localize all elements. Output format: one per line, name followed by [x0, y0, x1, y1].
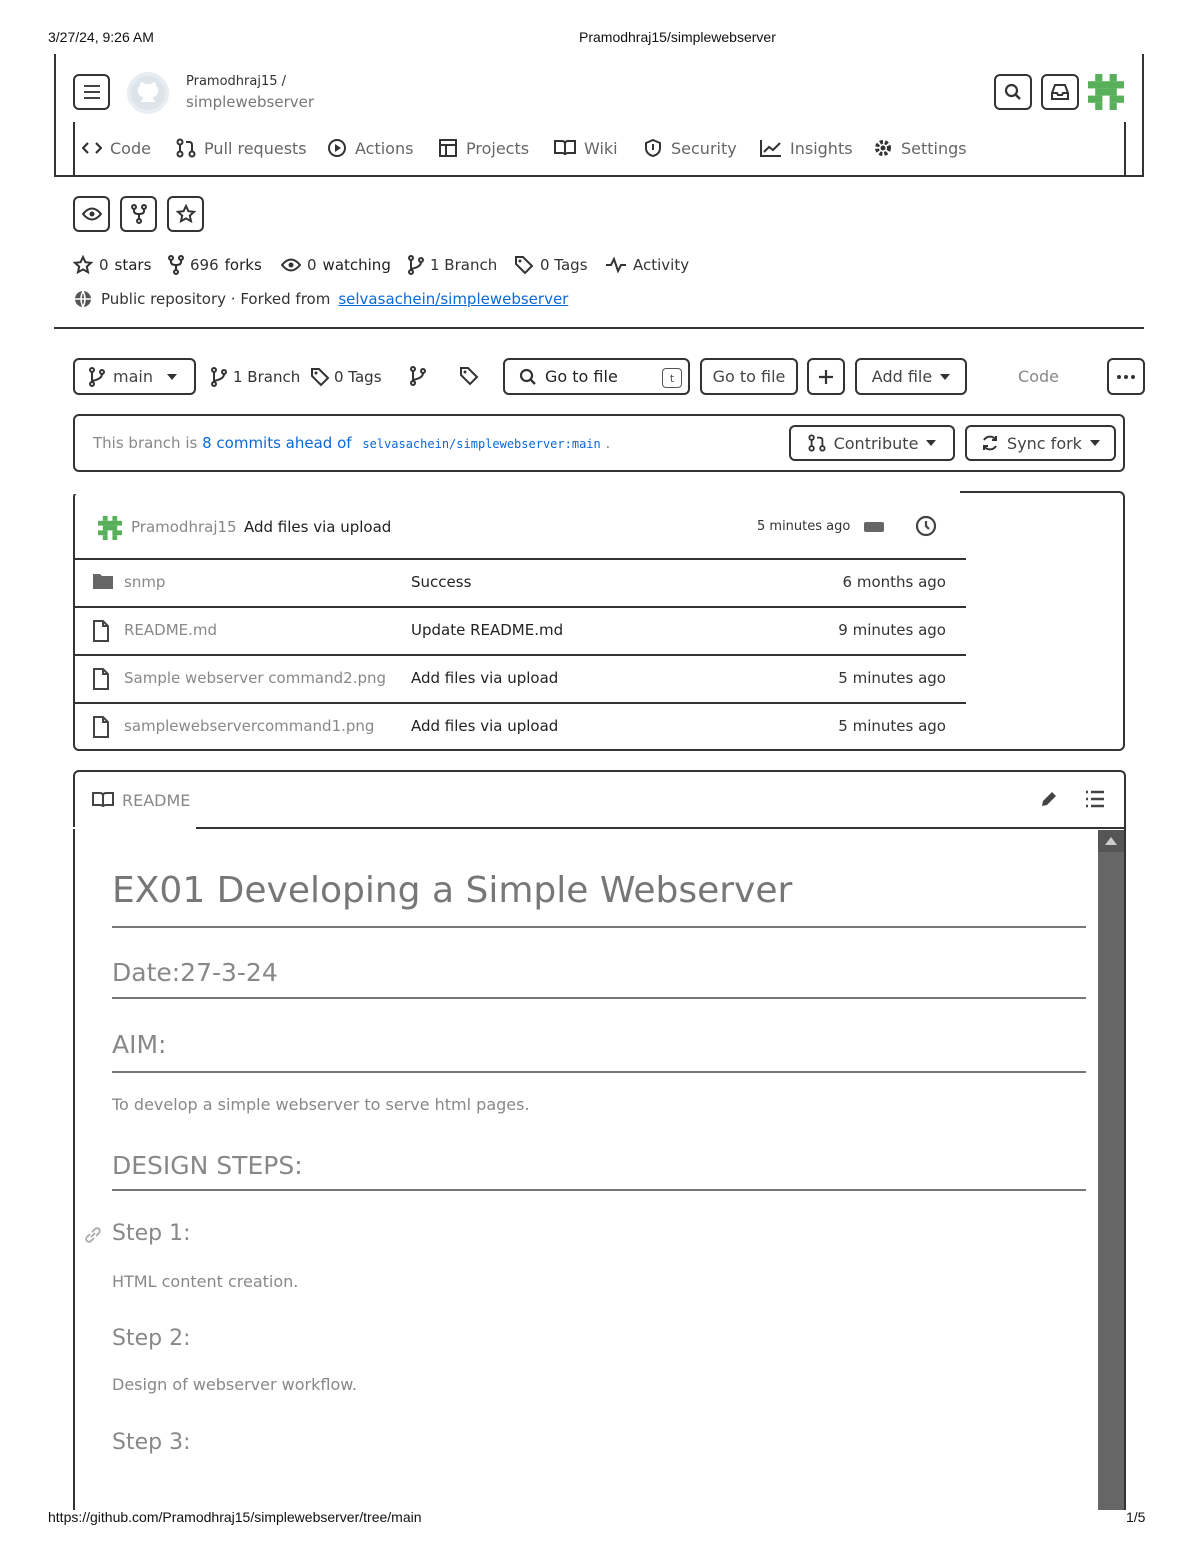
tab-actions[interactable]: [327, 136, 413, 160]
readme-step1: Step 1:: [112, 1221, 191, 1246]
graph-icon: [760, 139, 782, 157]
branch-icon[interactable]: [410, 366, 426, 386]
tab-settings-label: Settings: [901, 138, 967, 158]
tab-wiki-label: Wiki: [584, 138, 618, 158]
tab-code-label: Code: [110, 138, 151, 158]
tab-projects-label: Projects: [466, 138, 530, 158]
readme-h1: EX01 Developing a Simple Webserver: [112, 870, 1086, 928]
shortcut-key-badge: t: [662, 368, 682, 388]
latest-commit-row: [74, 504, 966, 560]
folder-icon: [92, 572, 114, 594]
file-age: 5 minutes ago: [838, 717, 946, 735]
pull-request-icon: [176, 138, 196, 158]
search-icon: [519, 368, 537, 386]
forks-count: 696: [190, 256, 219, 274]
file-browser-top-mask: [60, 486, 960, 494]
file-commit-message[interactable]: Add files via upload: [411, 717, 559, 735]
caret-down-icon: [926, 440, 936, 446]
list-unordered-icon[interactable]: [1085, 790, 1105, 808]
inbox-button[interactable]: [1041, 74, 1079, 110]
tab-actions-label: Actions: [355, 138, 414, 158]
branch-select-label: main: [113, 367, 153, 386]
file-icon: [92, 716, 110, 742]
branch-status-suffix: .: [605, 434, 611, 452]
nav-right-border: [1124, 122, 1126, 176]
tab-pull-requests-label: Pull requests: [204, 138, 307, 158]
repo-name[interactable]: simplewebserver: [186, 93, 315, 111]
file-name[interactable]: snmp: [124, 573, 166, 591]
readme-aim-heading: AIM:: [112, 1030, 1086, 1073]
readme-date: Date:27-3-24: [112, 958, 1086, 999]
contribute-button[interactable]: [789, 425, 955, 461]
file-name[interactable]: README.md: [124, 621, 218, 639]
pull-request-icon: [808, 434, 826, 452]
visibility-text: Public repository · Forked from: [101, 290, 331, 308]
add-file-label: Add file: [871, 367, 933, 386]
tag-icon: [514, 255, 534, 275]
section-divider: [54, 327, 1144, 329]
search-icon: [1004, 83, 1022, 101]
branch-select[interactable]: [73, 358, 196, 395]
branch-icon: [211, 367, 227, 387]
globe-icon: [73, 289, 93, 309]
branch-stat-label: 1 Branch: [430, 256, 498, 274]
readme-step1-text: HTML content creation.: [112, 1272, 299, 1291]
shield-icon: [643, 138, 663, 158]
book-icon: [554, 139, 576, 157]
nav-left-border: [73, 122, 75, 176]
scroll-up-arrow[interactable]: [1098, 830, 1124, 852]
hamburger-icon: [83, 85, 101, 99]
forks-stat[interactable]: [168, 254, 262, 276]
caret-down-icon: [1090, 440, 1100, 446]
search-button[interactable]: [994, 74, 1032, 110]
commit-message[interactable]: Add files via upload: [244, 518, 392, 536]
tab-insights[interactable]: [760, 136, 853, 160]
contribute-label: Contribute: [833, 433, 919, 453]
readme-step2-text: Design of webserver workflow.: [112, 1375, 357, 1394]
commit-time: 5 minutes ago: [757, 519, 851, 534]
file-age: 9 minutes ago: [838, 621, 946, 639]
branches-label: 1 Branch: [233, 368, 301, 386]
branch-status-box: [73, 414, 1125, 472]
sync-icon: [981, 434, 999, 452]
tab-wiki[interactable]: [554, 136, 618, 160]
tags-link[interactable]: [310, 366, 382, 388]
more-options-button[interactable]: [1107, 358, 1145, 395]
watching-label: watching: [322, 256, 391, 274]
file-row-command2[interactable]: [74, 656, 966, 704]
star-button[interactable]: [167, 196, 204, 232]
readme-scrollbar[interactable]: [1098, 830, 1124, 1510]
anchor-link-icon[interactable]: [84, 1226, 102, 1244]
stars-label: stars: [114, 256, 152, 274]
header-frame-right: [1142, 54, 1144, 176]
menu-button[interactable]: [73, 74, 110, 110]
user-avatar[interactable]: [1088, 74, 1124, 110]
pulse-icon: [605, 257, 627, 273]
activity-stat[interactable]: [605, 254, 689, 276]
file-commit-message[interactable]: Success: [411, 573, 472, 591]
tab-security-label: Security: [671, 138, 737, 158]
pencil-icon[interactable]: [1039, 789, 1059, 809]
file-row-readme[interactable]: [74, 608, 966, 656]
file-name[interactable]: samplewebservercommand1.png: [124, 717, 375, 735]
fork-source-link[interactable]: selvasachein/simplewebserver: [338, 290, 569, 308]
tab-projects[interactable]: [438, 136, 529, 160]
kebab-horizontal-icon: [1117, 375, 1135, 379]
code-button[interactable]: [977, 358, 1100, 395]
commit-author[interactable]: Pramodhraj15: [131, 518, 237, 536]
book-icon: [92, 791, 114, 809]
tab-insights-label: Insights: [790, 138, 853, 158]
gear-icon: [873, 138, 893, 158]
header-bottom-border: [54, 175, 1144, 177]
go-to-file-input[interactable]: [503, 358, 690, 395]
file-commit-message[interactable]: Add files via upload: [411, 669, 559, 687]
forks-label: forks: [224, 256, 262, 274]
visibility-line: [73, 288, 568, 310]
upstream-branch[interactable]: selvasachein/simplewebserver:main: [362, 437, 601, 451]
readme-header-divider: [73, 827, 1126, 829]
readme-tab[interactable]: [92, 789, 190, 811]
tab-code[interactable]: [82, 136, 151, 160]
file-row-command1[interactable]: [74, 704, 966, 750]
readme-step3: Step 3:: [112, 1430, 191, 1455]
stars-count: 0: [99, 256, 109, 274]
caret-down-icon: [167, 374, 177, 380]
readme-aim-text: To develop a simple webserver to serve html pages.: [112, 1095, 530, 1114]
readme-tab-label: README: [122, 790, 191, 810]
watching-count: 0: [307, 256, 317, 274]
caret-down-icon: [940, 374, 950, 380]
branches-link[interactable]: [211, 366, 300, 388]
table-icon: [438, 138, 458, 158]
play-circle-icon: [327, 138, 347, 158]
branch-stat[interactable]: [408, 254, 497, 276]
commit-author-avatar[interactable]: [98, 516, 122, 544]
file-name[interactable]: Sample webserver command2.png: [124, 669, 387, 687]
file-age: 6 months ago: [842, 573, 946, 591]
tab-security[interactable]: [643, 136, 737, 160]
eye-icon: [82, 207, 102, 221]
fork-button[interactable]: [120, 196, 157, 232]
print-page-number: 1/5: [1126, 1509, 1146, 1525]
commit-hash-icon[interactable]: [863, 519, 885, 538]
sync-fork-button[interactable]: [965, 425, 1116, 461]
readme-step2: Step 2:: [112, 1326, 191, 1351]
print-datetime: 3/27/24, 9:26 AM: [48, 29, 154, 45]
stars-stat[interactable]: [73, 254, 151, 276]
plus-icon: [818, 369, 834, 385]
branch-icon: [408, 255, 424, 275]
go-to-file-button-label: Go to file: [712, 367, 786, 386]
header-frame-left: [54, 54, 56, 176]
fork-icon: [168, 255, 184, 275]
sync-fork-label: Sync fork: [1007, 433, 1082, 453]
print-url: https://github.com/Pramodhraj15/simplewebserver/tree/main: [48, 1509, 422, 1525]
inbox-icon: [1050, 83, 1070, 101]
tag-icon: [310, 367, 330, 387]
tab-pull-requests[interactable]: [176, 136, 307, 160]
file-age: 5 minutes ago: [838, 669, 946, 687]
file-row-snmp[interactable]: [74, 560, 966, 608]
readme-design-heading: DESIGN STEPS:: [112, 1151, 1086, 1191]
tags-stat[interactable]: [514, 254, 588, 276]
branch-status-prefix: This branch is: [93, 434, 198, 452]
file-icon: [92, 668, 110, 694]
add-button[interactable]: [807, 358, 845, 395]
tags-label: 0 Tags: [334, 368, 382, 386]
github-logo[interactable]: [127, 72, 169, 114]
readme-active-tab-gap: [73, 827, 196, 829]
history-icon[interactable]: [914, 514, 938, 542]
commits-ahead-link[interactable]: 8 commits ahead of: [202, 434, 352, 452]
branch-icon: [89, 367, 105, 387]
print-title: Pramodhraj15/simplewebserver: [579, 29, 776, 45]
tab-settings[interactable]: [873, 136, 967, 160]
watching-stat[interactable]: [281, 254, 391, 276]
go-to-file-button[interactable]: [700, 358, 798, 395]
code-icon: [82, 141, 102, 155]
star-icon: [176, 204, 196, 224]
activity-label: Activity: [633, 256, 690, 274]
fork-icon: [131, 204, 147, 224]
add-file-button[interactable]: [855, 358, 967, 395]
code-button-label: Code: [1018, 367, 1059, 386]
tags-stat-label: 0 Tags: [540, 256, 588, 274]
repo-owner[interactable]: Pramodhraj15 /: [186, 74, 287, 89]
tag-icon[interactable]: [459, 366, 479, 386]
star-icon: [73, 255, 93, 275]
file-commit-message[interactable]: Update README.md: [411, 621, 564, 639]
file-icon: [92, 620, 110, 646]
go-to-file-placeholder: Go to file: [545, 367, 618, 386]
watch-button[interactable]: [73, 196, 110, 232]
eye-icon: [281, 258, 301, 272]
branch-status-text: [93, 434, 610, 452]
